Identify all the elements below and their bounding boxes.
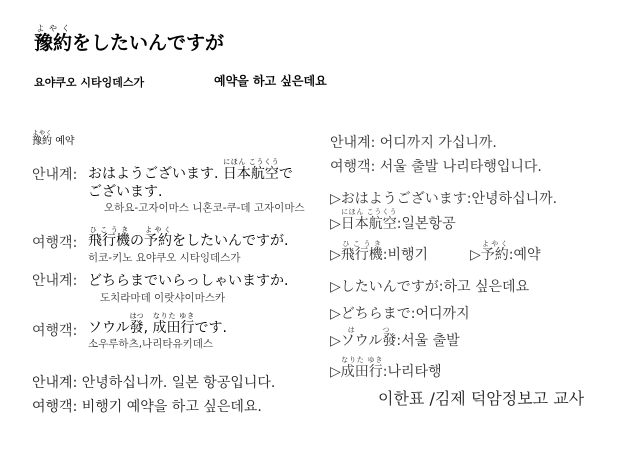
title-kanji: 豫約 [34,32,73,54]
glossary-korean: 나리타행 [387,364,442,380]
jp-reading: はつ [129,312,144,320]
glossary-reading: よやく [480,240,509,248]
lesson-title [34,24,224,55]
jp-kanji: 發 [129,320,144,336]
triangle-marker-icon: ▷ [470,247,481,263]
dialogue-pronunciation: 오하요-고자이마스 니혼코-쿠-데 고자이마스 [104,202,305,214]
korean-speaker: 여행객: [32,399,78,415]
glossary-korean: 예약 [513,247,541,263]
dialogue-japanese-line [88,312,227,337]
glossary-korean: 서울 출발 [401,333,460,349]
title-meaning: 예약을 하고 싶은데요 [214,74,327,88]
jp-text: おはようございます. [88,166,223,182]
glossary-reading: にほん こうくう [340,208,397,216]
title-kanji-reading: よやく [34,24,72,33]
vocab-note-reading: よやく [32,130,52,137]
glossary-japanese: 予約 [480,247,509,263]
jp-text: ソウル [88,320,130,336]
jp-text: , [143,320,153,336]
glossary-japanese: 飛行機 [340,247,383,263]
glossary-korean: 안녕하십니까. [471,191,558,207]
triangle-marker-icon: ▷ [330,333,341,349]
dialogue-speaker: 안내계: [32,273,78,289]
dialogue-japanese-line [88,226,288,250]
glossary-japanese: 成田行 [340,364,383,380]
dialogue-speaker: 안내계: [32,167,78,183]
triangle-marker-icon: ▷ [330,247,341,263]
jp-reading: ひこうき [88,226,130,234]
korean-translation-line [32,396,262,416]
triangle-marker-icon: ▷ [330,306,341,322]
glossary-item: ▷おはようございます:안녕하십니까. [330,191,558,207]
glossary-korean: 어디까지 [415,306,470,322]
title-romaja: 요야쿠오 시타잉데스가 [34,76,145,89]
korean-text: 안녕하십니까. 일본 항공입니다. [81,375,276,391]
korean-text: 비행기 예약을 하고 싶은데요. [81,399,262,415]
korean-speaker: 안내계: [32,375,78,391]
glossary-item: ▷どちらまで:어디까지 [330,306,470,322]
glossary-korean: 비행기 [387,247,429,263]
dialogue-speaker: 여행객: [32,235,78,251]
dialogue-pronunciation: 소우루하츠,나리타유키데스 [88,338,214,350]
glossary-item: ▷日本航空にほん こうくう:일본항공 [330,208,456,232]
glossary-reading: はつ [340,326,397,334]
triangle-marker-icon: ▷ [330,216,341,232]
glossary-japanese: おはようございます [340,191,467,207]
glossary-item: ▷飛行機ひこうき:비행기 [330,240,429,263]
jp-kanji: 飛行機 [88,233,130,249]
jp-text: をしたいんですが. [172,233,289,249]
jp-text: で [278,166,293,182]
jp-reading: よやく [144,226,172,234]
glossary-japanese: どちらまで [340,306,411,322]
triangle-marker-icon: ▷ [330,364,341,380]
jp-text: の [130,233,144,249]
dialogue-speaker: 여행객: [32,323,78,339]
glossary-item: ▷成田行なりた ゆき:나리타행 [330,356,442,380]
triangle-marker-icon: ▷ [330,279,341,295]
dialogue-pronunciation: 도치라마데 이랏샤이마스카 [100,292,226,304]
title-rest: をしたいんですが [72,32,225,54]
jp-text: です. [194,320,227,336]
jp-reading: にほん こうくう [222,158,279,166]
korean-translation-line [330,132,497,152]
glossary-japanese: したいんですが [340,279,439,295]
glossary-item: ▷予約よやく:예약 [470,240,541,263]
vocab-note-kanji: 豫約 [32,136,52,147]
author-credit: 이한표 /김제 덕암정보고 교사 [378,389,585,408]
korean-speaker: 여행객: [330,159,376,175]
glossary-japanese: 日本航空 [340,216,397,232]
triangle-marker-icon: ▷ [330,191,341,207]
korean-text: 어디까지 가십니까. [379,135,497,151]
korean-translation-line [32,372,275,392]
dialogue-japanese-line: ございます. [88,184,163,200]
vocab-note-meaning: 예약 [55,136,75,147]
dialogue-japanese-line [88,158,293,183]
jp-kanji: 日本航空 [222,166,279,182]
jp-kanji: 予約 [144,233,172,249]
dialogue-japanese-line: どちらまでいらっしゃいますか. [88,273,289,289]
glossary-item: ▷したいんですが:하고 싶은데요 [330,279,530,295]
glossary-japanese: ソウル發 [340,333,397,349]
glossary-korean: 일본항공 [401,216,456,232]
glossary-reading: なりた ゆき [340,356,383,364]
vocab-note [32,130,75,147]
korean-translation-line [330,156,542,176]
glossary-korean: 하고 싶은데요 [443,279,530,295]
glossary-reading: ひこうき [340,240,383,248]
korean-text: 서울 출발 나리타행입니다. [379,159,542,175]
korean-speaker: 안내계: [330,135,376,151]
jp-reading: なりた ゆき [152,312,195,320]
glossary-item: ▷ソウル發はつ:서울 출발 [330,326,460,349]
jp-kanji: 成田行 [152,320,195,336]
dialogue-pronunciation: 히코-키노 요야쿠오 시타잉데스가 [88,252,241,264]
